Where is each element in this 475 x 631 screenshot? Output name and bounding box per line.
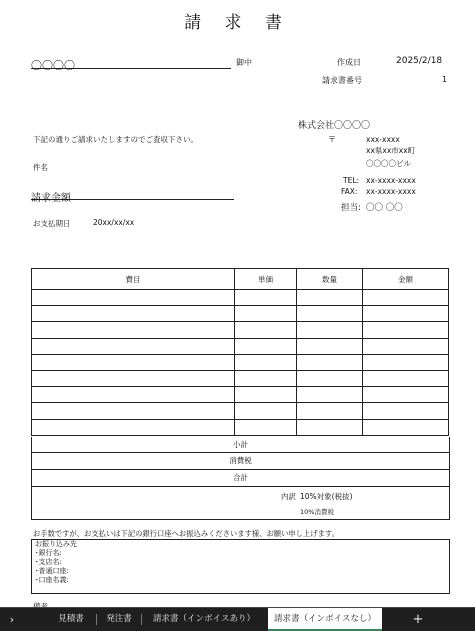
amount-cell[interactable] [363,290,449,306]
tab-invoice-with-invoice-system[interactable]: 請求書（インボイスあり） [153,614,255,624]
invoice-number-label: 請求書番号 [322,76,362,85]
intro-text: 下記の通りご請求いたしますのでご査収下さい。 [33,135,198,144]
unit-price-cell[interactable] [235,306,297,322]
table-row [32,419,449,435]
amount-cell[interactable] [363,338,449,354]
items-table [31,268,449,436]
breakdown-value: 10%対象(税抜) [300,492,353,501]
item-cell[interactable] [32,322,235,338]
recipient-field[interactable] [31,54,231,72]
tab-invoice-without-invoice-system[interactable]: 請求書（インボイスなし） [268,608,382,631]
column-header-amount: 金額 [363,269,449,290]
breakdown-tax: 10%消費税 [300,508,334,516]
item-cell[interactable] [32,306,235,322]
unit-price-cell[interactable] [235,338,297,354]
item-cell[interactable] [32,354,235,370]
amount-cell[interactable] [363,354,449,370]
item-cell[interactable] [32,419,235,435]
table-row [32,290,449,306]
tab-purchase-order[interactable]: 発注書 [106,614,132,624]
unit-price-cell[interactable] [235,354,297,370]
unit-price-cell[interactable] [235,387,297,403]
quantity-cell[interactable] [297,387,363,403]
due-date-value: 20xx/xx/xx [93,218,135,227]
fax-value: xx-xxxx-xxxx [366,187,416,196]
date-label: 作成日 [337,58,361,67]
subject-label: 件名 [33,163,48,172]
date-value[interactable]: 2025/2/18 [396,56,443,66]
invoice-number-value[interactable]: 1 [442,75,448,84]
unit-price-cell[interactable] [235,370,297,386]
amount-cell[interactable] [363,419,449,435]
item-cell[interactable] [32,370,235,386]
fax-label: FAX: [341,187,358,196]
payment-note: お手数ですが、お支払いは下記の銀行口座へお振込みくださいます様、お願い申し上げます。 [33,529,339,538]
bank-name-line: ･銀行名: [35,549,62,557]
quantity-cell[interactable] [297,322,363,338]
sheet-tab-bar [0,607,475,631]
total-label: 合計 [233,473,248,482]
table-row [32,322,449,338]
billing-amount-label: 請求金額 [31,193,71,204]
honorific: 御中 [236,58,252,67]
billing-amount-field[interactable] [31,186,234,204]
address-line-2: 〇〇〇〇ビル [366,159,411,168]
amount-cell[interactable] [363,403,449,419]
add-sheet-icon[interactable]: + [412,612,424,627]
breakdown-row [31,487,450,520]
tax-row [31,453,450,470]
subtotal-label: 小計 [233,440,248,449]
quantity-cell[interactable] [297,290,363,306]
breakdown-label: 内訳 [281,492,296,501]
recipient-name: 〇〇〇〇 [31,59,75,72]
account-line: ･普通口座: [35,567,69,575]
table-row [32,387,449,403]
unit-price-cell[interactable] [235,419,297,435]
quantity-cell[interactable] [297,338,363,354]
amount-cell[interactable] [363,306,449,322]
sheet-nav-icon[interactable]: › [9,613,15,626]
table-header-row [32,269,449,290]
branch-line: ･支店名: [35,558,62,566]
account-holder-line: ･口座名義: [35,576,69,584]
bank-heading: お振り込み先 [35,540,77,548]
quantity-cell[interactable] [297,354,363,370]
tab-estimate[interactable]: 見積書 [58,614,84,624]
table-row [32,338,449,354]
amount-cell[interactable] [363,387,449,403]
item-cell[interactable] [32,290,235,306]
bank-info-box[interactable] [31,539,450,594]
table-row [32,354,449,370]
tel-label: TEL: [343,176,360,185]
item-cell[interactable] [32,403,235,419]
tel-value: xx-xxxx-xxxx [366,176,416,185]
tab-divider [96,614,97,625]
item-cell[interactable] [32,338,235,354]
column-header-item: 費目 [32,269,235,290]
quantity-cell[interactable] [297,419,363,435]
quantity-cell[interactable] [297,306,363,322]
company-name: 株式会社〇〇〇〇 [298,121,371,131]
person-value: 〇〇 〇〇 [366,203,403,213]
total-row [31,470,450,487]
quantity-cell[interactable] [297,370,363,386]
subtotal-row [31,437,450,453]
unit-price-cell[interactable] [235,290,297,306]
column-header-unit-price: 単価 [235,269,297,290]
item-cell[interactable] [32,387,235,403]
unit-price-cell[interactable] [235,322,297,338]
postal-mark: 〒 [328,135,336,144]
amount-cell[interactable] [363,370,449,386]
column-header-quantity: 数量 [297,269,363,290]
quantity-cell[interactable] [297,403,363,419]
postal-code: xxx-xxxx [366,135,400,144]
document-title: 請 求 書 [184,13,291,33]
unit-price-cell[interactable] [235,403,297,419]
amount-cell[interactable] [363,322,449,338]
table-row [32,306,449,322]
address-line-1: xx県xx市xx町 [366,146,416,155]
tab-divider [141,614,142,625]
due-date-label: お支払期日 [33,219,71,228]
tax-label: 消費税 [229,456,252,465]
table-row [32,370,449,386]
table-row [32,403,449,419]
person-label: 担当: [341,203,361,213]
